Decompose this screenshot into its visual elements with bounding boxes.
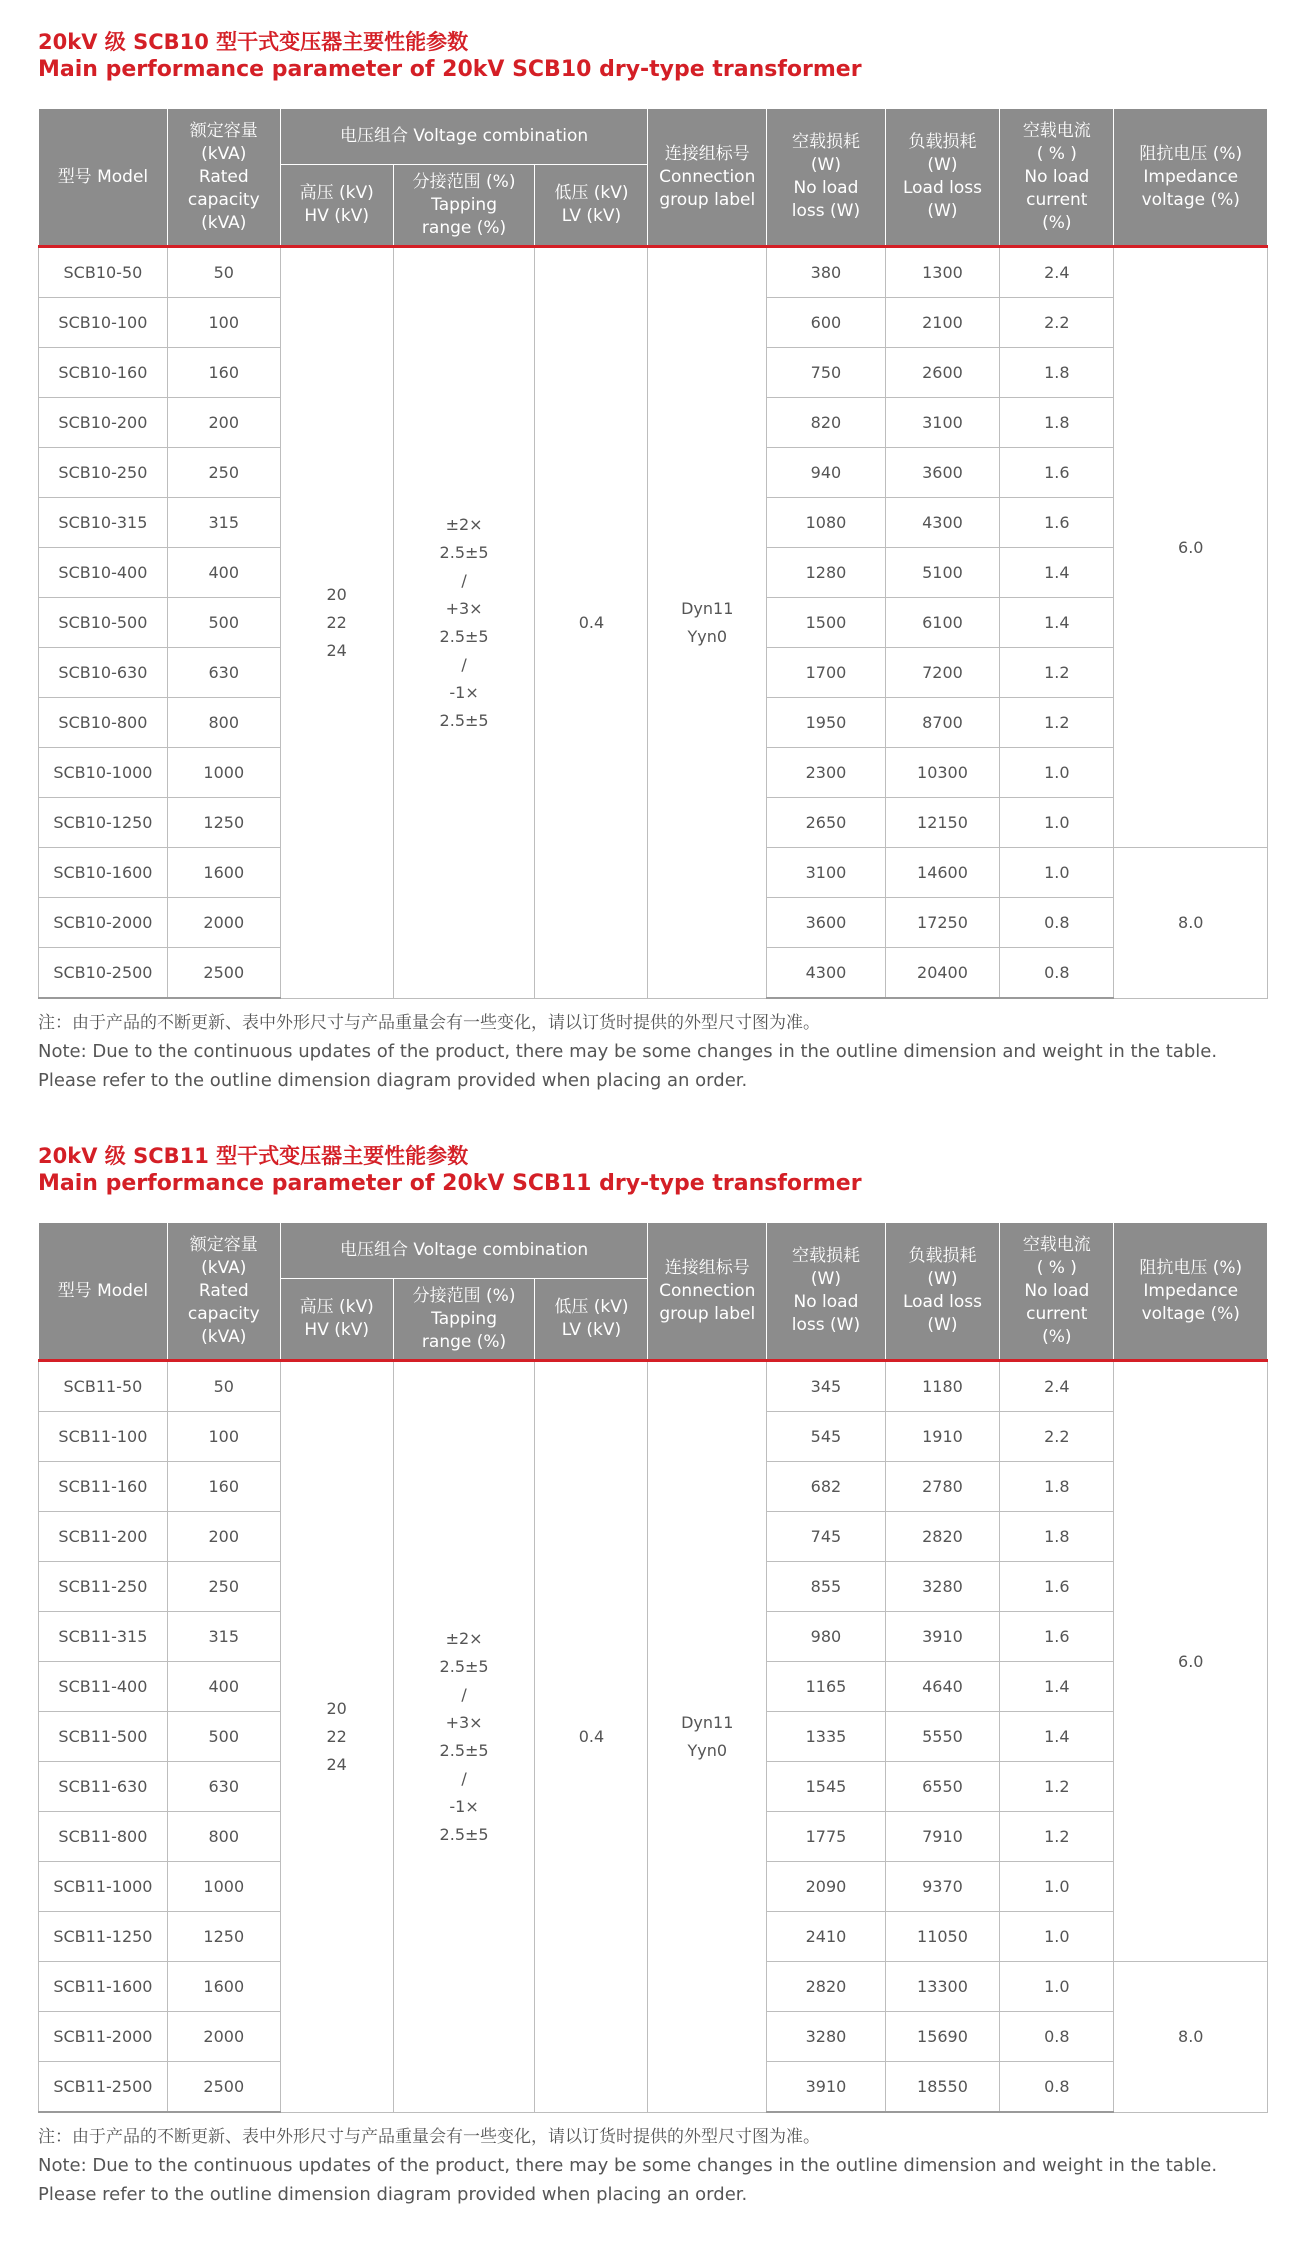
cell-load-loss: 8700 [885,698,999,748]
cell-load-loss: 18550 [885,2062,999,2113]
cell-model: SCB11-2500 [39,2062,168,2113]
header-lv-line: 低压 (kV) [554,183,629,203]
cell-tapping-line: -1× [449,682,479,702]
header-voltage-combination: 电压组合 Voltage combination [280,1223,648,1279]
cell-hv-line: 22 [326,612,347,632]
cell-no-load-current: 1.0 [1000,798,1114,848]
cell-no-load-loss: 4300 [767,948,886,999]
cell-no-load-current: 1.6 [1000,1562,1114,1612]
cell-model: SCB10-630 [39,648,168,698]
header-rated-capacity-line: (kVA) [201,1257,247,1278]
section-title-cn: 20kV 级 SCB10 型干式变压器主要性能参数 [38,30,469,54]
cell-no-load-current: 2.4 [1000,1361,1114,1412]
cell-no-load-loss: 545 [767,1412,886,1462]
header-hv-line: HV (kV) [304,206,369,226]
cell-no-load-loss: 2650 [767,798,886,848]
header-no-load-loss [767,109,886,247]
header-no-load-current-line: No load [1024,1280,1090,1301]
cell-capacity: 2000 [167,2012,280,2062]
header-no-load-current-line: 空载电流 [1022,120,1091,141]
header-tapping-line: Tapping [431,1308,497,1329]
cell-no-load-loss: 2090 [767,1862,886,1912]
table-row [39,247,1268,298]
header-tapping-line: range (%) [421,1331,507,1352]
header-rated-capacity-line: (kVA) [201,212,247,233]
cell-no-load-current: 1.4 [1000,1662,1114,1712]
header-load-loss [885,109,999,247]
cell-impedance: 8.0 [1114,1962,1268,2113]
cell-no-load-loss: 2820 [767,1962,886,2012]
cell-capacity: 100 [167,298,280,348]
cell-capacity: 160 [167,348,280,398]
cell-no-load-current: 0.8 [1000,948,1114,999]
header-tapping [393,1279,535,1361]
cell-tapping [393,247,535,999]
cell-capacity: 400 [167,1662,280,1712]
cell-tapping-line: / [461,1768,467,1788]
header-hv-line: HV (kV) [304,1320,369,1340]
header-no-load-current-line: No load [1024,166,1090,187]
cell-no-load-current: 0.8 [1000,2012,1114,2062]
cell-model: SCB10-100 [39,298,168,348]
cell-capacity: 1250 [167,1912,280,1962]
header-no-load-loss-line: loss (W) [791,201,861,221]
cell-load-loss: 9370 [885,1862,999,1912]
section-title-cn: 20kV 级 SCB11 型干式变压器主要性能参数 [38,1144,469,1168]
cell-load-loss: 6550 [885,1762,999,1812]
cell-capacity: 50 [167,247,280,298]
cell-tapping [393,1361,535,2113]
cell-model: SCB11-1600 [39,1962,168,2012]
header-no-load-current-line: (%) [1042,1326,1072,1347]
cell-capacity: 1600 [167,1962,280,2012]
cell-capacity: 1250 [167,798,280,848]
header-no-load-current-line: 空载电流 [1022,1234,1091,1255]
cell-no-load-loss: 1280 [767,548,886,598]
cell-model: SCB11-160 [39,1462,168,1512]
section-scb10 [38,28,1268,1095]
cell-no-load-current: 1.6 [1000,498,1114,548]
cell-hv-line: 24 [326,1754,347,1774]
cell-no-load-current: 2.4 [1000,247,1114,298]
header-no-load-loss-line: (W) [810,155,841,175]
header-no-load-loss [767,1223,886,1361]
cell-no-load-current: 1.6 [1000,1612,1114,1662]
cell-model: SCB11-315 [39,1612,168,1662]
cell-model: SCB10-200 [39,398,168,448]
cell-no-load-current: 1.0 [1000,1962,1114,2012]
header-no-load-loss-line: No load [793,178,859,198]
header-model: 型号 Model [39,109,168,247]
header-lv [535,165,648,247]
cell-model: SCB11-500 [39,1712,168,1762]
cell-capacity: 160 [167,1462,280,1512]
cell-no-load-loss: 980 [767,1612,886,1662]
header-load-loss-line: (W) [927,155,958,175]
cell-model: SCB10-1000 [39,748,168,798]
cell-no-load-current: 1.8 [1000,348,1114,398]
cell-load-loss: 1180 [885,1361,999,1412]
cell-load-loss: 2820 [885,1512,999,1562]
header-hv [280,1279,393,1361]
cell-model: SCB11-100 [39,1412,168,1462]
cell-tapping-line: +3× [445,598,483,618]
header-no-load-current [1000,109,1114,247]
cell-load-loss: 2100 [885,298,999,348]
cell-tapping-line: -1× [449,1796,479,1816]
cell-no-load-loss: 855 [767,1562,886,1612]
cell-no-load-loss: 380 [767,247,886,298]
cell-model: SCB11-630 [39,1762,168,1812]
cell-load-loss: 3100 [885,398,999,448]
header-load-loss-line: 负载损耗 [908,1246,977,1266]
note-en: Note: Due to the continuous updates of the product, there may be some changes in the outline dimension and weight in the table. Please refer to the outline dimension diagram provided when placing an order. [38,2155,1218,2205]
cell-load-loss: 15690 [885,2012,999,2062]
header-row [39,109,1268,165]
performance-table [38,1222,1268,2113]
section-scb11 [38,1142,1268,2209]
header-impedance-line: 阻抗电压 (%) [1139,143,1243,164]
cell-load-loss: 11050 [885,1912,999,1962]
header-connection-line: Connection [659,166,756,187]
cell-load-loss: 3600 [885,448,999,498]
cell-no-load-loss: 3600 [767,898,886,948]
header-rated-capacity-line: 额定容量 [189,120,258,141]
cell-no-load-current: 1.8 [1000,1462,1114,1512]
cell-model: SCB11-200 [39,1512,168,1562]
header-rated-capacity-line: Rated [198,166,249,187]
cell-model: SCB10-2500 [39,948,168,999]
cell-connection-line: Dyn11 [681,598,734,618]
cell-load-loss: 5550 [885,1712,999,1762]
cell-capacity: 500 [167,598,280,648]
header-no-load-current-line: current [1026,1303,1088,1324]
cell-no-load-loss: 1545 [767,1762,886,1812]
cell-capacity: 2000 [167,898,280,948]
cell-no-load-loss: 1700 [767,648,886,698]
cell-load-loss: 7200 [885,648,999,698]
cell-model: SCB10-2000 [39,898,168,948]
header-no-load-loss-line: 空载损耗 [791,132,860,152]
cell-no-load-loss: 750 [767,348,886,398]
cell-model: SCB10-315 [39,498,168,548]
table-row [39,1361,1268,1412]
cell-capacity: 315 [167,1612,280,1662]
header-rated-capacity-line: (kVA) [201,1326,247,1347]
cell-load-loss: 2600 [885,348,999,398]
cell-model: SCB10-1250 [39,798,168,848]
cell-load-loss: 17250 [885,898,999,948]
cell-no-load-loss: 345 [767,1361,886,1412]
cell-no-load-current: 1.4 [1000,598,1114,648]
header-no-load-loss-line: 空载损耗 [791,1246,860,1266]
header-tapping-line: Tapping [431,194,497,215]
note-en: Note: Due to the continuous updates of the product, there may be some changes in the outline dimension and weight in the table. Please refer to the outline dimension diagram provided when placing an order. [38,1041,1218,1091]
header-model: 型号 Model [39,1223,168,1361]
cell-load-loss: 4300 [885,498,999,548]
cell-capacity: 2500 [167,2062,280,2113]
cell-load-loss: 1300 [885,247,999,298]
cell-no-load-loss: 3100 [767,848,886,898]
header-connection [648,1223,767,1361]
header-tapping-line: range (%) [421,217,507,238]
cell-connection [648,1361,767,2113]
cell-capacity: 630 [167,1762,280,1812]
cell-capacity: 200 [167,398,280,448]
cell-no-load-loss: 600 [767,298,886,348]
cell-no-load-current: 1.4 [1000,1712,1114,1762]
cell-tapping-line: 2.5±5 [439,626,489,646]
cell-capacity: 800 [167,1812,280,1862]
header-impedance-line: voltage (%) [1141,1303,1240,1324]
table-header [39,1223,1268,1361]
header-impedance [1114,109,1268,247]
header-no-load-current-line: current [1026,189,1088,210]
cell-capacity: 200 [167,1512,280,1562]
table-header [39,109,1268,247]
header-impedance-line: Impedance [1143,166,1239,187]
cell-model: SCB10-50 [39,247,168,298]
header-hv-line: 高压 (kV) [299,1297,374,1317]
cell-no-load-loss: 940 [767,448,886,498]
cell-load-loss: 20400 [885,948,999,999]
header-no-load-loss-line: loss (W) [791,1315,861,1335]
header-no-load-current-line: ( % ) [1036,1257,1077,1278]
cell-capacity: 315 [167,498,280,548]
cell-no-load-current: 0.8 [1000,2062,1114,2113]
header-load-loss-line: Load loss [902,178,982,198]
header-impedance-line: Impedance [1143,1280,1239,1301]
cell-no-load-current: 1.0 [1000,748,1114,798]
table-body [39,1361,1268,2113]
cell-load-loss: 2780 [885,1462,999,1512]
cell-capacity: 630 [167,648,280,698]
cell-model: SCB10-1600 [39,848,168,898]
header-impedance-line: 阻抗电压 (%) [1139,1257,1243,1278]
cell-no-load-loss: 1500 [767,598,886,648]
cell-no-load-current: 1.8 [1000,1512,1114,1562]
header-connection-line: group label [659,1303,756,1324]
header-row [39,1223,1268,1279]
cell-no-load-current: 1.2 [1000,698,1114,748]
cell-capacity: 250 [167,1562,280,1612]
cell-load-loss: 7910 [885,1812,999,1862]
header-no-load-current-line: (%) [1042,212,1072,233]
cell-capacity: 500 [167,1712,280,1762]
cell-no-load-loss: 1335 [767,1712,886,1762]
cell-capacity: 800 [167,698,280,748]
cell-connection-line: Dyn11 [681,1712,734,1732]
cell-tapping-line: 2.5±5 [439,542,489,562]
cell-no-load-current: 1.8 [1000,398,1114,448]
cell-model: SCB11-50 [39,1361,168,1412]
performance-table [38,108,1268,999]
header-impedance-line: voltage (%) [1141,189,1240,210]
cell-tapping-line: / [461,654,467,674]
header-connection-line: Connection [659,1280,756,1301]
header-hv-line: 高压 (kV) [299,183,374,203]
header-rated-capacity-line: capacity [187,189,260,210]
cell-tapping-line: ±2× [445,1628,483,1648]
cell-hv [280,1361,393,2113]
section-title-en: Main performance parameter of 20kV SCB10 dry-type transformer [38,57,862,82]
section-title-en: Main performance parameter of 20kV SCB11 dry-type transformer [38,1171,862,1196]
cell-no-load-current: 1.2 [1000,1812,1114,1862]
cell-load-loss: 1910 [885,1412,999,1462]
cell-load-loss: 14600 [885,848,999,898]
cell-no-load-current: 1.6 [1000,448,1114,498]
header-no-load-loss-line: No load [793,1292,859,1312]
cell-no-load-loss: 3280 [767,2012,886,2062]
cell-model: SCB10-400 [39,548,168,598]
header-lv-line: 低压 (kV) [554,1297,629,1317]
header-voltage-combination: 电压组合 Voltage combination [280,109,648,165]
header-hv [280,165,393,247]
cell-tapping-line: / [461,1684,467,1704]
cell-hv-line: 20 [326,584,347,604]
cell-tapping-line: / [461,570,467,590]
note-cn: 注：由于产品的不断更新、表中外形尺寸与产品重量会有一些变化，请以订货时提供的外型尺寸图为准。 [38,2127,820,2147]
header-rated-capacity [167,1223,280,1361]
cell-model: SCB11-800 [39,1812,168,1862]
cell-no-load-current: 1.0 [1000,1912,1114,1962]
cell-load-loss: 13300 [885,1962,999,2012]
header-no-load-current-line: ( % ) [1036,143,1077,164]
cell-no-load-loss: 3910 [767,2062,886,2113]
cell-load-loss: 3280 [885,1562,999,1612]
cell-no-load-loss: 682 [767,1462,886,1512]
cell-capacity: 50 [167,1361,280,1412]
cell-tapping-line: ±2× [445,514,483,534]
cell-model: SCB11-400 [39,1662,168,1712]
cell-impedance: 6.0 [1114,247,1268,848]
header-connection-line: 连接组标号 [664,143,750,164]
header-tapping [393,165,535,247]
cell-capacity: 250 [167,448,280,498]
cell-lv: 0.4 [535,247,648,999]
cell-capacity: 2500 [167,948,280,999]
cell-model: SCB10-160 [39,348,168,398]
cell-capacity: 100 [167,1412,280,1462]
cell-no-load-loss: 1080 [767,498,886,548]
header-rated-capacity [167,109,280,247]
cell-hv-line: 20 [326,1698,347,1718]
header-tapping-line: 分接范围 (%) [412,1285,516,1306]
cell-capacity: 1600 [167,848,280,898]
cell-impedance: 8.0 [1114,848,1268,999]
header-connection-line: group label [659,189,756,210]
cell-load-loss: 5100 [885,548,999,598]
cell-load-loss: 6100 [885,598,999,648]
header-rated-capacity-line: capacity [187,1303,260,1324]
header-tapping-line: 分接范围 (%) [412,171,516,192]
cell-no-load-current: 1.4 [1000,548,1114,598]
cell-no-load-loss: 2410 [767,1912,886,1962]
cell-connection-line: Yyn0 [687,626,728,646]
cell-no-load-current: 1.0 [1000,1862,1114,1912]
cell-tapping-line: +3× [445,1712,483,1732]
cell-hv-line: 22 [326,1726,347,1746]
cell-load-loss: 3910 [885,1612,999,1662]
cell-model: SCB10-250 [39,448,168,498]
cell-model: SCB11-1250 [39,1912,168,1962]
cell-no-load-loss: 2300 [767,748,886,798]
header-lv [535,1279,648,1361]
cell-load-loss: 4640 [885,1662,999,1712]
cell-hv-line: 24 [326,640,347,660]
cell-no-load-current: 1.2 [1000,648,1114,698]
header-lv-line: LV (kV) [561,1320,622,1340]
table-body [39,247,1268,999]
header-load-loss-line: (W) [927,1315,958,1335]
header-impedance [1114,1223,1268,1361]
cell-hv [280,247,393,999]
cell-no-load-loss: 1165 [767,1662,886,1712]
cell-impedance: 6.0 [1114,1361,1268,1962]
cell-capacity: 400 [167,548,280,598]
header-rated-capacity-line: 额定容量 [189,1234,258,1255]
cell-model: SCB10-800 [39,698,168,748]
cell-capacity: 1000 [167,748,280,798]
cell-no-load-loss: 745 [767,1512,886,1562]
cell-no-load-current: 2.2 [1000,298,1114,348]
cell-capacity: 1000 [167,1862,280,1912]
header-connection [648,109,767,247]
cell-no-load-current: 2.2 [1000,1412,1114,1462]
cell-no-load-loss: 1950 [767,698,886,748]
cell-lv: 0.4 [535,1361,648,2113]
cell-connection [648,247,767,999]
header-load-loss-line: Load loss [902,1292,982,1312]
header-load-loss [885,1223,999,1361]
cell-model: SCB11-250 [39,1562,168,1612]
header-no-load-current [1000,1223,1114,1361]
note-cn: 注：由于产品的不断更新、表中外形尺寸与产品重量会有一些变化，请以订货时提供的外型尺寸图为准。 [38,1013,820,1033]
cell-no-load-loss: 820 [767,398,886,448]
cell-model: SCB10-500 [39,598,168,648]
cell-no-load-current: 0.8 [1000,898,1114,948]
cell-load-loss: 10300 [885,748,999,798]
header-load-loss-line: (W) [927,1269,958,1289]
cell-model: SCB11-2000 [39,2012,168,2062]
header-load-loss-line: 负载损耗 [908,132,977,152]
cell-tapping-line: 2.5±5 [439,1824,489,1844]
cell-connection-line: Yyn0 [687,1740,728,1760]
header-rated-capacity-line: (kVA) [201,143,247,164]
header-no-load-loss-line: (W) [810,1269,841,1289]
header-connection-line: 连接组标号 [664,1257,750,1278]
cell-model: SCB11-1000 [39,1862,168,1912]
cell-no-load-current: 1.2 [1000,1762,1114,1812]
cell-load-loss: 12150 [885,798,999,848]
header-load-loss-line: (W) [927,201,958,221]
cell-no-load-loss: 1775 [767,1812,886,1862]
header-rated-capacity-line: Rated [198,1280,249,1301]
cell-tapping-line: 2.5±5 [439,1740,489,1760]
cell-no-load-current: 1.0 [1000,848,1114,898]
cell-tapping-line: 2.5±5 [439,710,489,730]
cell-tapping-line: 2.5±5 [439,1656,489,1676]
header-lv-line: LV (kV) [561,206,622,226]
